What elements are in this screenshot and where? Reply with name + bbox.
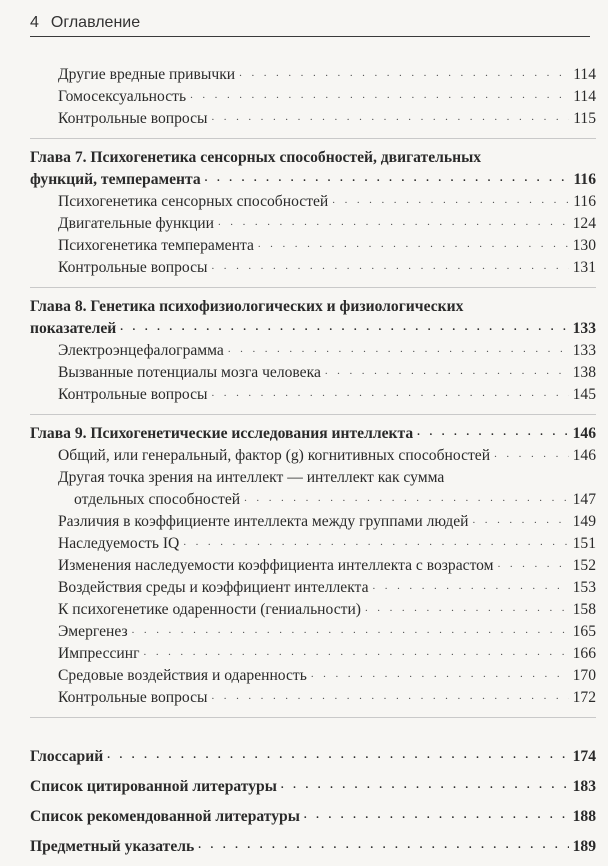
toc-entry-page: 138: [572, 364, 596, 381]
page-header: [30, 10, 590, 37]
toc-entry[interactable]: [30, 362, 596, 384]
toc-entry-title: Изменения наследуемости коэффициента интеллекта с возрастом: [58, 557, 494, 574]
dot-leader: [281, 774, 569, 796]
toc-entry[interactable]: [30, 687, 596, 709]
end-section-subject-index[interactable]: [30, 836, 596, 858]
toc-entry-title: Средовые воздействия и одаренность: [58, 667, 307, 684]
section-divider: [30, 138, 596, 139]
toc-entry-title: Психогенетика темперамента: [58, 237, 254, 254]
dot-leader: [311, 663, 569, 685]
toc-entry-title: Вызванные потенциалы мозга человека: [58, 364, 321, 381]
chapter-9-page: 146: [572, 425, 596, 442]
toc-entry-title: Психогенетика сенсорных способностей: [58, 193, 329, 210]
chapter-8-title-line2: показателей: [30, 320, 117, 337]
toc-entry[interactable]: [30, 555, 596, 577]
toc-entry-title: Гомосексуальность: [58, 88, 187, 105]
dot-leader: [373, 575, 569, 597]
chapter-9-entry[interactable]: [30, 423, 596, 445]
toc-entry-page: 165: [572, 623, 596, 640]
toc-entry-title: Общий, или генеральный, фактор (g) когнитивных способностей: [58, 447, 491, 464]
toc-entry-page: 114: [573, 88, 596, 105]
toc-entry[interactable]: [30, 257, 596, 279]
toc-entry[interactable]: [30, 621, 596, 643]
toc-entry[interactable]: [30, 340, 596, 362]
toc-entry-title: Контрольные вопросы: [58, 386, 208, 403]
dot-leader: [107, 744, 568, 766]
toc-entry[interactable]: [30, 213, 596, 235]
dot-leader: [132, 619, 569, 641]
dot-leader: [198, 834, 568, 856]
toc-entry-title: Эмергенез: [58, 623, 128, 640]
dot-leader: [244, 487, 569, 509]
dot-leader: [365, 597, 569, 619]
toc-entry[interactable]: [30, 384, 596, 406]
toc-entry-page: 131: [572, 259, 596, 276]
toc-entry-page: 183: [572, 778, 596, 795]
toc-entry-title-cont: отдельных способностей: [74, 491, 241, 508]
dot-leader: [472, 509, 568, 531]
toc-entry[interactable]: [30, 108, 596, 130]
chapter-8-title-line1[interactable]: Глава 8. Генетика психофизиологических и физиологических: [30, 298, 464, 315]
toc-entry-page: 151: [572, 535, 596, 552]
chapter-7-entry[interactable]: [30, 169, 596, 191]
toc-entry-line1[interactable]: [30, 467, 596, 489]
toc-entry-title: Глоссарий: [30, 748, 104, 765]
dot-leader: [332, 189, 569, 211]
table-of-contents: [30, 64, 596, 866]
toc-entry[interactable]: [30, 511, 596, 533]
toc-entry-page: 147: [572, 491, 596, 508]
section-divider: [30, 287, 596, 288]
toc-entry[interactable]: [30, 191, 596, 213]
dot-leader: [144, 641, 569, 663]
toc-entry-page: 174: [572, 748, 596, 765]
dot-leader: [494, 443, 569, 465]
chapter-9-title: Глава 9. Психогенетические исследования интеллекта: [30, 425, 414, 442]
chapter-8-page: 133: [572, 320, 596, 337]
toc-entry-page: 145: [572, 386, 596, 403]
toc-entry-page: 152: [572, 557, 596, 574]
toc-entry[interactable]: [30, 533, 596, 555]
dot-leader: [205, 167, 570, 189]
end-section-glossary[interactable]: [30, 746, 596, 768]
toc-entry-title: Список рекомендованной литературы: [30, 808, 300, 825]
toc-entry-title: Другая точка зрения на интеллект — интеллект как сумма: [58, 469, 445, 486]
spacer: [30, 726, 596, 746]
toc-entry-page: 189: [572, 838, 596, 855]
toc-entry-page: 130: [572, 237, 596, 254]
dot-leader: [211, 255, 568, 277]
toc-entry-page: 146: [572, 447, 596, 464]
section-divider: [30, 414, 596, 415]
toc-entry-page: 124: [572, 215, 596, 232]
toc-entry[interactable]: [30, 643, 596, 665]
toc-entry-page: 153: [572, 579, 596, 596]
toc-entry-title: Электроэнцефалограмма: [58, 342, 224, 359]
toc-entry-page: 114: [573, 66, 596, 83]
toc-entry-page: 188: [572, 808, 596, 825]
dot-leader: [183, 531, 568, 553]
toc-entry-title: Контрольные вопросы: [58, 689, 208, 706]
toc-entry-title: Предметный указатель: [30, 838, 195, 855]
chapter-7-title-line2: функций, темперамента: [30, 171, 201, 188]
dot-leader: [325, 360, 569, 382]
toc-entry-page: 133: [572, 342, 596, 359]
toc-entry[interactable]: [30, 445, 596, 467]
toc-entry[interactable]: [30, 577, 596, 599]
toc-entry[interactable]: [30, 665, 596, 687]
chapter-8-entry[interactable]: [30, 318, 596, 340]
toc-entry-page: 172: [572, 689, 596, 706]
toc-entry-page: 149: [572, 513, 596, 530]
toc-entry[interactable]: [30, 599, 596, 621]
section-divider: [30, 717, 596, 718]
toc-entry-title: Наследуемость IQ: [58, 535, 180, 552]
toc-entry-title: Другие вредные привычки: [58, 66, 236, 83]
dot-leader: [417, 421, 568, 443]
dot-leader: [239, 62, 569, 84]
end-section-cited-literature[interactable]: [30, 776, 596, 798]
toc-entry-title: Контрольные вопросы: [58, 259, 208, 276]
toc-entry-page: 166: [572, 645, 596, 662]
dot-leader: [498, 553, 569, 575]
dot-leader: [120, 316, 568, 338]
toc-entry[interactable]: [30, 64, 596, 86]
header-page-number: 4: [30, 14, 39, 31]
dot-leader: [190, 84, 569, 106]
dot-leader: [211, 382, 568, 404]
end-section-recommended-literature[interactable]: [30, 806, 596, 828]
header-title: Оглавление: [50, 14, 141, 31]
toc-entry-title: Контрольные вопросы: [58, 110, 208, 127]
toc-entry-title: Список цитированной литературы: [30, 778, 277, 795]
dot-leader: [211, 685, 568, 707]
chapter-7-title-line1[interactable]: Глава 7. Психогенетика сенсорных способностей, двигательных: [30, 149, 482, 166]
dot-leader: [304, 804, 569, 826]
toc-entry[interactable]: [30, 86, 596, 108]
dot-leader: [228, 338, 569, 360]
toc-entry[interactable]: [30, 489, 596, 511]
dot-leader: [211, 106, 569, 128]
toc-entry-page: 115: [573, 110, 596, 127]
toc-entry-title: К психогенетике одаренности (гениальности): [58, 601, 361, 618]
toc-entry[interactable]: [30, 235, 596, 257]
toc-entry-page: 158: [572, 601, 596, 618]
toc-entry-title: Воздействия среды и коэффициент интеллекта: [58, 579, 369, 596]
toc-entry-page: 170: [572, 667, 596, 684]
chapter-7-page: 116: [573, 171, 596, 188]
toc-entry-title: Двигательные функции: [58, 215, 214, 232]
toc-entry-title: Импрессинг: [58, 645, 140, 662]
dot-leader: [258, 233, 569, 255]
toc-entry-page: 116: [573, 193, 596, 210]
dot-leader: [218, 211, 569, 233]
toc-entry-title: Различия в коэффициенте интеллекта между группами людей: [58, 513, 469, 530]
